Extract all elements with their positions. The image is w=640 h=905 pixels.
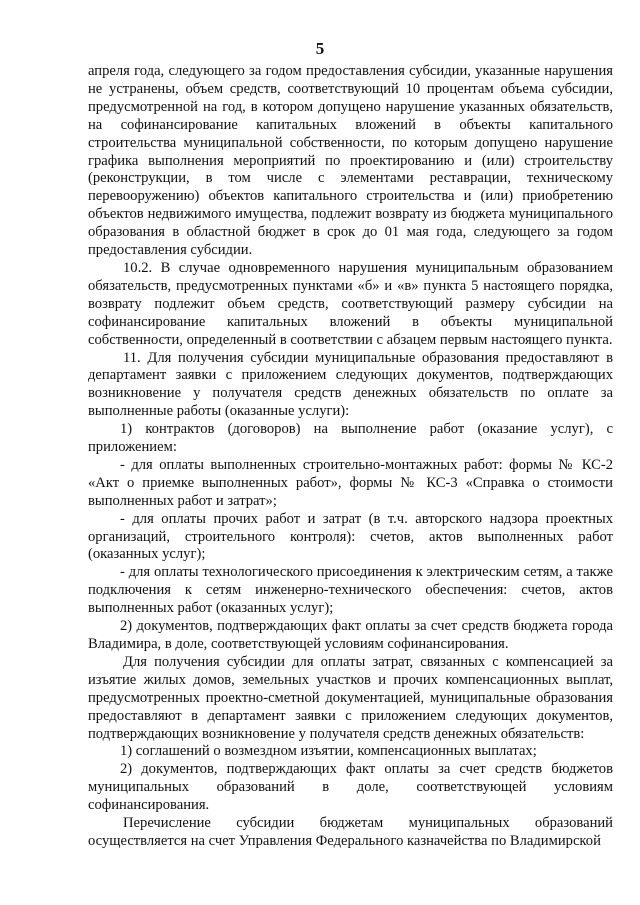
paragraph-transfer: Перечисление субсидии бюджетам муниципальных образований осуществляется на счет Управления Федерального казначейства по Владимирской bbox=[88, 815, 613, 849]
list-item-agreements: 1) соглашений о возмездном изъятии, компенсационных выплатах; bbox=[120, 743, 537, 760]
page-number: 5 bbox=[315, 39, 325, 58]
paragraph-compensation: Для получения субсидии для оплаты затрат, связанных с компенсацией за изъятие жилых домов, земельных участков и прочих компенсационных выплат, предусмотренных проектно-сметной документацией, муниципальные образования предоставляют в департамент заявки с приложением следующих документов, подтверждающих возникновение у получателя средств денежных обязательств: bbox=[88, 653, 613, 742]
list-item-payment-docs: 2) документов, подтверждающих факт оплаты за счет средств бюджета города Владимира, в доле, соответствующей условиям софинансирования. bbox=[88, 618, 613, 652]
list-item-compensation-payment-docs: 2) документов, подтверждающих факт оплаты за счет средств бюджетов муниципальных образований в доле, соответствующей условиям софинансирования. bbox=[88, 761, 613, 814]
list-item-contracts: 1) контрактов (договоров) на выполнение работ (оказание услуг), с приложением: bbox=[88, 421, 613, 456]
sub-item-tech-connection: - для оплаты технологического присоединения к электрическим сетям, а также подключения к сетям инженерно-технического обеспечения: счетов, актов выполненных работ (оказанных услуг); bbox=[88, 564, 613, 617]
sub-item-ks-forms: - для оплаты выполненных строительно-монтажных работ: формы № КС-2 «Акт о приемке выполненных работ», формы № КС-3 «Справка о стоимости выполненных работ и затрат»; bbox=[88, 456, 613, 509]
paragraph-continuation: апреля года, следующего за годом предоставления субсидии, указанные нарушения не устранены, объем средств, соответствующий 10 процентам объема субсидии, предусмотренной на год, в котором допущено нарушение указанных обязательств, на софинансирование капитальных вложений в объекты капитального строительства муниципальной собственности, по которым допущено нарушение графика выполнения мероприятий по проектированию и (или) строительству (реконструкции, в том числе с элементами реставрации, техническому перевооружению) объектов капитального строительства и (или) приобретению объектов недвижимого имущества, подлежит возврату из бюджета муниципального образования в областной бюджет в срок до 01 мая года, следующего за годом предоставления субсидии. bbox=[88, 63, 613, 259]
paragraph-11: 11. Для получения субсидии муниципальные образования предоставляют в департамент заявки с приложением следующих документов, подтверждающих возникновение у получателя средств денежных обязательств по оплате за выполненные работы (оказанные услуги): bbox=[88, 349, 613, 420]
paragraph-10-2: 10.2. В случае одновременного нарушения муниципальным образованием обязательств, предусмотренных пунктами «б» и «в» пункта 5 настоящего порядка, возврату подлежит объем средств, соответствующий размеру субсидии на софинансирование капитальных вложений в объекты муниципальной собственности, определенный в соответствии с абзацем первым настоящего пункта. bbox=[88, 259, 613, 348]
sub-item-other-works: - для оплаты прочих работ и затрат (в т.ч. авторского надзора проектных организаций, строительного контроля): счетов, актов выполненных работ (оказанных услуг); bbox=[88, 510, 613, 563]
document-body bbox=[88, 63, 613, 851]
